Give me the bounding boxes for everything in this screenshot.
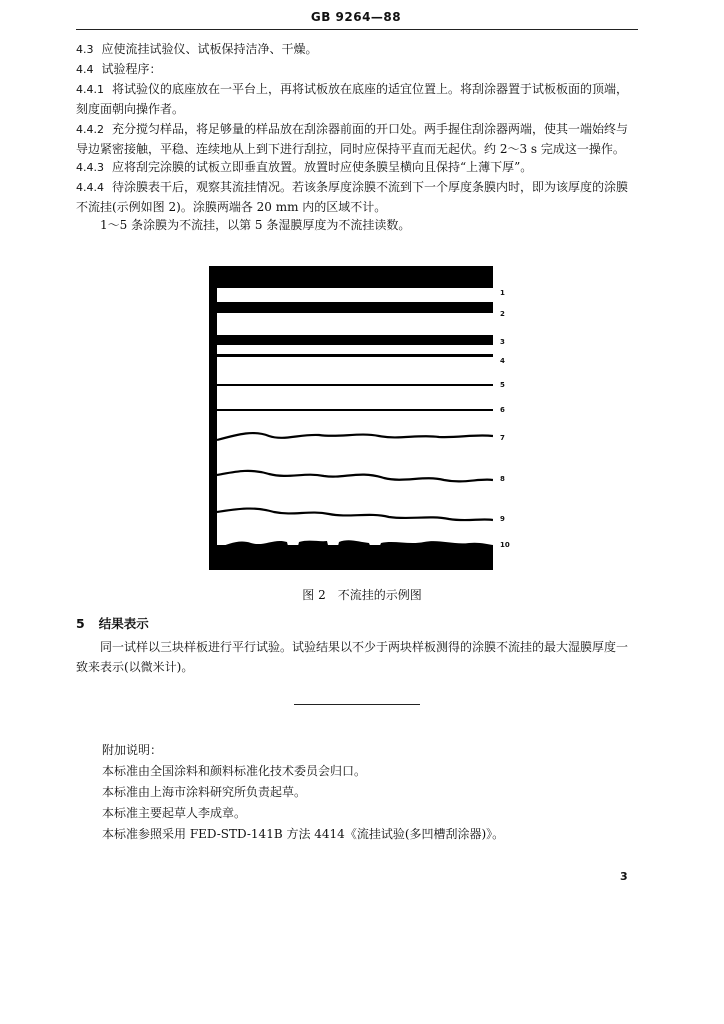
sag-film-strips-image	[209, 266, 493, 570]
clause-number: 4.4.4	[76, 181, 104, 194]
section-5-body: 同一试样以三块样板进行平行试验。试验结果以不少于两块样板测得的涂膜不流挂的最大湿膜厚度一致来表示(以微米计)。	[76, 640, 629, 674]
standard-number-header: GB 9264—88	[310, 10, 402, 24]
notes-line: 本标准参照采用 FED-STD-141B 方法 4414《流挂试验(多凹槽刮涂器)》。	[102, 827, 505, 841]
figure-caption: 图 2 不流挂的示例图	[302, 588, 422, 602]
lane-label-10: 10	[500, 541, 510, 549]
clause-text: 将试验仪的底座放在一平台上，再将试板放在底座的适宜位置上。将刮涂器置于试板板面的顶端，刻度面朝向操作者。	[76, 82, 629, 116]
lane-label-8: 8	[500, 475, 505, 483]
notes-line: 本标准主要起草人李成章。	[102, 806, 247, 820]
additional-notes	[102, 740, 504, 845]
sag-test-figure	[209, 266, 493, 570]
clause-text: 待涂膜表干后，观察其流挂情况。若该条厚度涂膜不流到下一个厚度条膜内时，即为该厚度的涂膜不流挂(示例如图 2)。涂膜两端各 20 mm 内的区域不计。	[76, 180, 629, 214]
notes-line: 本标准由上海市涂料研究所负责起草。	[102, 785, 307, 799]
section-5-heading	[76, 614, 149, 632]
section-title-text: 结果表示	[98, 616, 149, 631]
page-number: 3	[620, 870, 628, 883]
clause-number: 4.4	[76, 63, 94, 76]
notes-title: 附加说明：	[102, 743, 163, 757]
notes-line: 本标准由全国涂料和颜料标准化技术委员会归口。	[102, 764, 367, 778]
paragraph-reading-note: 1～5 条涂膜为不流挂，以第 5 条湿膜厚度为不流挂读数。	[100, 218, 411, 232]
paragraph-4-3	[76, 40, 638, 60]
end-divider	[294, 704, 420, 705]
paragraph-4-4-2	[76, 120, 638, 159]
lane-label-6: 6	[500, 406, 505, 414]
clause-text: 应使流挂试验仪、试板保持洁净、干燥。	[101, 42, 318, 56]
lane-label-1: 1	[500, 289, 505, 297]
clause-text: 应将刮完涂膜的试板立即垂直放置。放置时应使条膜呈横向且保持“上薄下厚”。	[112, 160, 533, 174]
lane-label-4: 4	[500, 357, 505, 365]
lane-label-2: 2	[500, 310, 505, 318]
section-number: 5	[76, 616, 85, 631]
clause-text: 试验程序：	[101, 62, 162, 76]
lane-label-3: 3	[500, 338, 505, 346]
paragraph-4-4-4	[76, 178, 638, 217]
clause-number: 4.4.3	[76, 161, 104, 174]
lane-label-7: 7	[500, 434, 505, 442]
header-rule	[76, 29, 638, 30]
clause-number: 4.3	[76, 43, 94, 56]
lane-label-5: 5	[500, 381, 505, 389]
paragraph-4-4	[76, 60, 638, 80]
paragraph-4-4-3	[76, 158, 638, 178]
clause-number: 4.4.1	[76, 83, 104, 96]
clause-number: 4.4.2	[76, 123, 104, 136]
lane-label-9: 9	[500, 515, 505, 523]
clause-text: 充分搅匀样品，将足够量的样品放在刮涂器前面的开口处。两手握住刮涂器两端，使其一端始终与导边紧密接触，平稳、连续地从上到下进行刮拉，同时应保持平直而无起伏。约 2～3 s 完成这一操作。	[76, 122, 629, 156]
paragraph-4-4-1	[76, 80, 638, 119]
